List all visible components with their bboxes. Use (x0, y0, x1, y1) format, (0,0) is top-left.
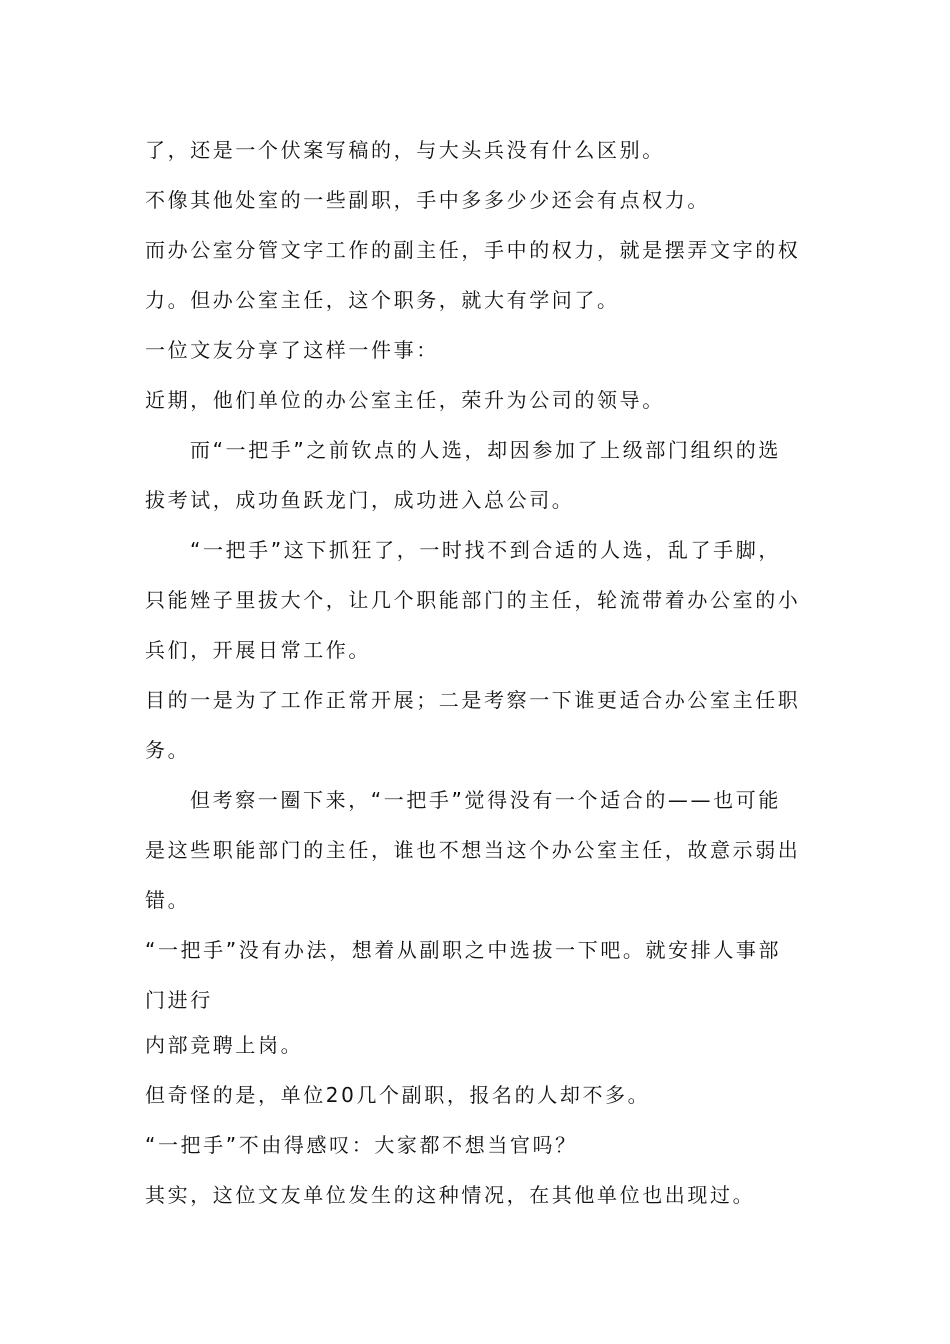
text-line: 其实，这位文友单位发生的这种情况，在其他单位也出现过。 (145, 1183, 756, 1207)
text-line: 但奇怪的是，单位20几个副职，报名的人却不多。 (145, 1083, 651, 1107)
text-line: 力。但办公室主任，这个职务，就大有学问了。 (145, 288, 620, 312)
text-line: 拔考试，成功鱼跃龙门，成功进入总公司。 (145, 488, 575, 512)
text-line: 错。 (145, 888, 191, 912)
text-line: 是这些职能部门的主任，谁也不想当这个办公室主任，故意示弱出 (145, 838, 801, 862)
text-line: “一把手”不由得感叹：大家都不想当官吗？ (145, 1133, 578, 1157)
text-line: 而“一把手”之前钦点的人选，却因参加了上级部门组织的选 (190, 438, 781, 462)
text-line: “一把手”这下抓狂了，一时找不到合适的人选，乱了手脚， (190, 538, 781, 562)
text-line: 兵们，开展日常工作。 (145, 638, 371, 662)
text-line: 内部竞聘上岗。 (145, 1033, 304, 1057)
text-line: 近期，他们单位的办公室主任，荣升为公司的领导。 (145, 388, 665, 412)
text-line: 一位文友分享了这样一件事： (145, 338, 439, 362)
text-line: 务。 (145, 738, 191, 762)
text-line: 但考察一圈下来，“一把手”觉得没有一个适合的——也可能 (190, 788, 781, 812)
text-line: 而办公室分管文字工作的副主任，手中的权力，就是摆弄文字的权 (145, 238, 801, 262)
text-line: “一把手”没有办法，想着从副职之中选拔一下吧。就安排人事部 (145, 938, 782, 962)
text-line: 不像其他处室的一些副职，手中多多少少还会有点权力。 (145, 188, 710, 212)
text-line: 只能矬子里拔大个，让几个职能部门的主任，轮流带着办公室的小 (145, 588, 801, 612)
text-line: 目的一是为了工作正常开展；二是考察一下谁更适合办公室主任职 (145, 688, 801, 712)
text-line: 了，还是一个伏案写稿的，与大头兵没有什么区别。 (145, 138, 665, 162)
text-line: 门进行 (145, 988, 213, 1012)
